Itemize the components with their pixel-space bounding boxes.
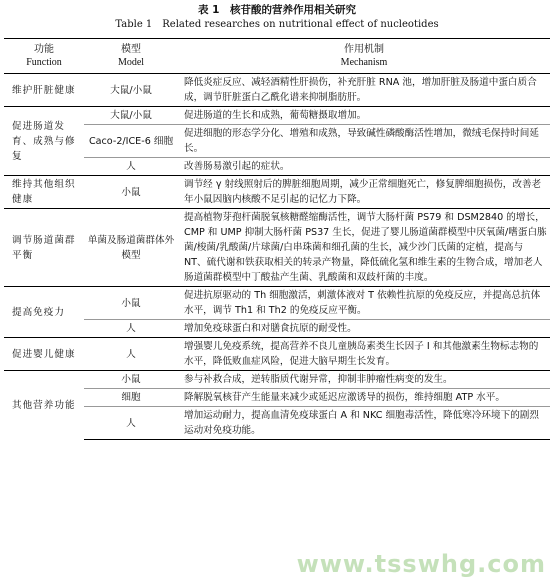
mechanism-cell: 改善肠易激引起的症状。 — [178, 158, 550, 176]
function-cell: 维护肝脏健康 — [4, 74, 84, 107]
table-caption — [0, 4, 554, 31]
mechanism-cell: 增加免疫球蛋白和对膳食抗原的耐受性。 — [178, 320, 550, 338]
table-row — [4, 338, 550, 371]
table-row — [4, 389, 550, 407]
mechanism-cell: 增加运动耐力，提高血清免疫球蛋白 A 和 NKC 细胞毒活性，降低寒冷环境下的剧烈运动对免疫功能。 — [178, 407, 550, 440]
model-cell: 小鼠 — [84, 371, 178, 389]
mechanism-cell: 调节经 γ 射线照射后的脾脏细胞周期，减少正常细胞死亡，修复脾细胞损伤，改善老年小鼠因脑内核酸不足引起的记忆力下降。 — [178, 176, 550, 209]
table-row — [4, 125, 550, 158]
function-cell: 提高免疫力 — [4, 287, 84, 338]
mechanism-cell: 降低炎症反应、减轻酒精性肝损伤，补充肝脏 RNA 池，增加肝脏及肠道中蛋白质合成，调节肝脏蛋白乙酰化谱来抑制脂肪肝。 — [178, 74, 550, 107]
mechanism-cell: 促进细胞的形态学分化、增殖和成熟，导致碱性磷酸酶活性增加，微绒毛保持时间延长。 — [178, 125, 550, 158]
nucleotide-research-table — [4, 38, 550, 440]
mechanism-cell: 增强婴儿免疫系统，提高营养不良儿童胰岛素类生长因子 I 和其他激素生物标志物的水平，降低败血症风险，促进大脑早期生长发育。 — [178, 338, 550, 371]
mechanism-cell: 参与补救合成，逆转脂质代谢异常，抑制非肿瘤性病变的发生。 — [178, 371, 550, 389]
model-cell: 人 — [84, 320, 178, 338]
table-row — [4, 407, 550, 440]
header-function-en: Function — [26, 57, 62, 68]
function-cell: 维持其他组织健康 — [4, 176, 84, 209]
table-row — [4, 320, 550, 338]
table-row — [4, 371, 550, 389]
model-cell: 大鼠/小鼠 — [84, 74, 178, 107]
table-header-row — [4, 39, 550, 74]
model-cell: 大鼠/小鼠 — [84, 107, 178, 125]
model-cell: 单菌及肠道菌群体外模型 — [84, 209, 178, 287]
model-cell: Caco-2/ICE-6 细胞 — [84, 125, 178, 158]
header-mechanism-cn: 作用机制 — [344, 44, 384, 55]
header-model-cn: 模型 — [121, 44, 141, 55]
header-function — [4, 39, 84, 74]
watermark: www.tsswhg.com — [296, 550, 546, 578]
function-cell: 促进肠道发育、成熟与修复 — [4, 107, 84, 176]
model-cell: 小鼠 — [84, 287, 178, 320]
table-row — [4, 74, 550, 107]
mechanism-cell: 降解脱氧核苷产生能量来减少或延迟应激诱导的损伤，维持细胞 ATP 水平。 — [178, 389, 550, 407]
caption-english: Table 1 Related researches on nutritional effect of nucleotides — [115, 19, 439, 30]
mechanism-cell: 提高植物芽孢杆菌脱氧核糖醛缩酶活性，调节大肠杆菌 PS79 和 DSM2840 的增长，CMP 和 UMP 抑制大肠杆菌 PS37 生长，促进了婴儿肠道菌群模型中厌氧菌/嗜蛋白胨菌/梭菌/乳酸菌/片球菌/白串珠菌和细孔菌的生长，减少沙门氏菌的定植，提高与 NT、硫代谢和铁获取相关的转录产物量，降低硫化氢和维生素的生物合成，增加老人肠道菌群模型中丁酸盐产生菌、乳酸菌和双歧杆菌的丰度。 — [178, 209, 550, 287]
mechanism-cell: 促进肠道的生长和成熟，葡萄糖摄取增加。 — [178, 107, 550, 125]
model-cell: 细胞 — [84, 389, 178, 407]
model-cell: 人 — [84, 407, 178, 440]
header-model — [84, 39, 178, 74]
header-model-en: Model — [117, 57, 145, 68]
table-row — [4, 209, 550, 287]
function-cell: 促进婴儿健康 — [4, 338, 84, 371]
model-cell: 小鼠 — [84, 176, 178, 209]
table-row — [4, 107, 550, 125]
table-row — [4, 287, 550, 320]
table-row — [4, 158, 550, 176]
header-mechanism — [178, 39, 550, 74]
table-row — [4, 176, 550, 209]
header-function-cn: 功能 — [34, 44, 54, 55]
model-cell: 人 — [84, 338, 178, 371]
header-mechanism-en: Mechanism — [340, 57, 388, 68]
mechanism-cell: 促进抗原驱动的 Th 细胞激活，刺激体液对 T 依赖性抗原的免疫反应，并提高总抗体水平，调节 Th1 和 Th2 的免疫反应平衡。 — [178, 287, 550, 320]
function-cell: 调节肠道菌群平衡 — [4, 209, 84, 287]
function-cell: 其他营养功能 — [4, 371, 84, 440]
caption-chinese: 表 1 核苷酸的营养作用相关研究 — [198, 4, 356, 16]
model-cell: 人 — [84, 158, 178, 176]
